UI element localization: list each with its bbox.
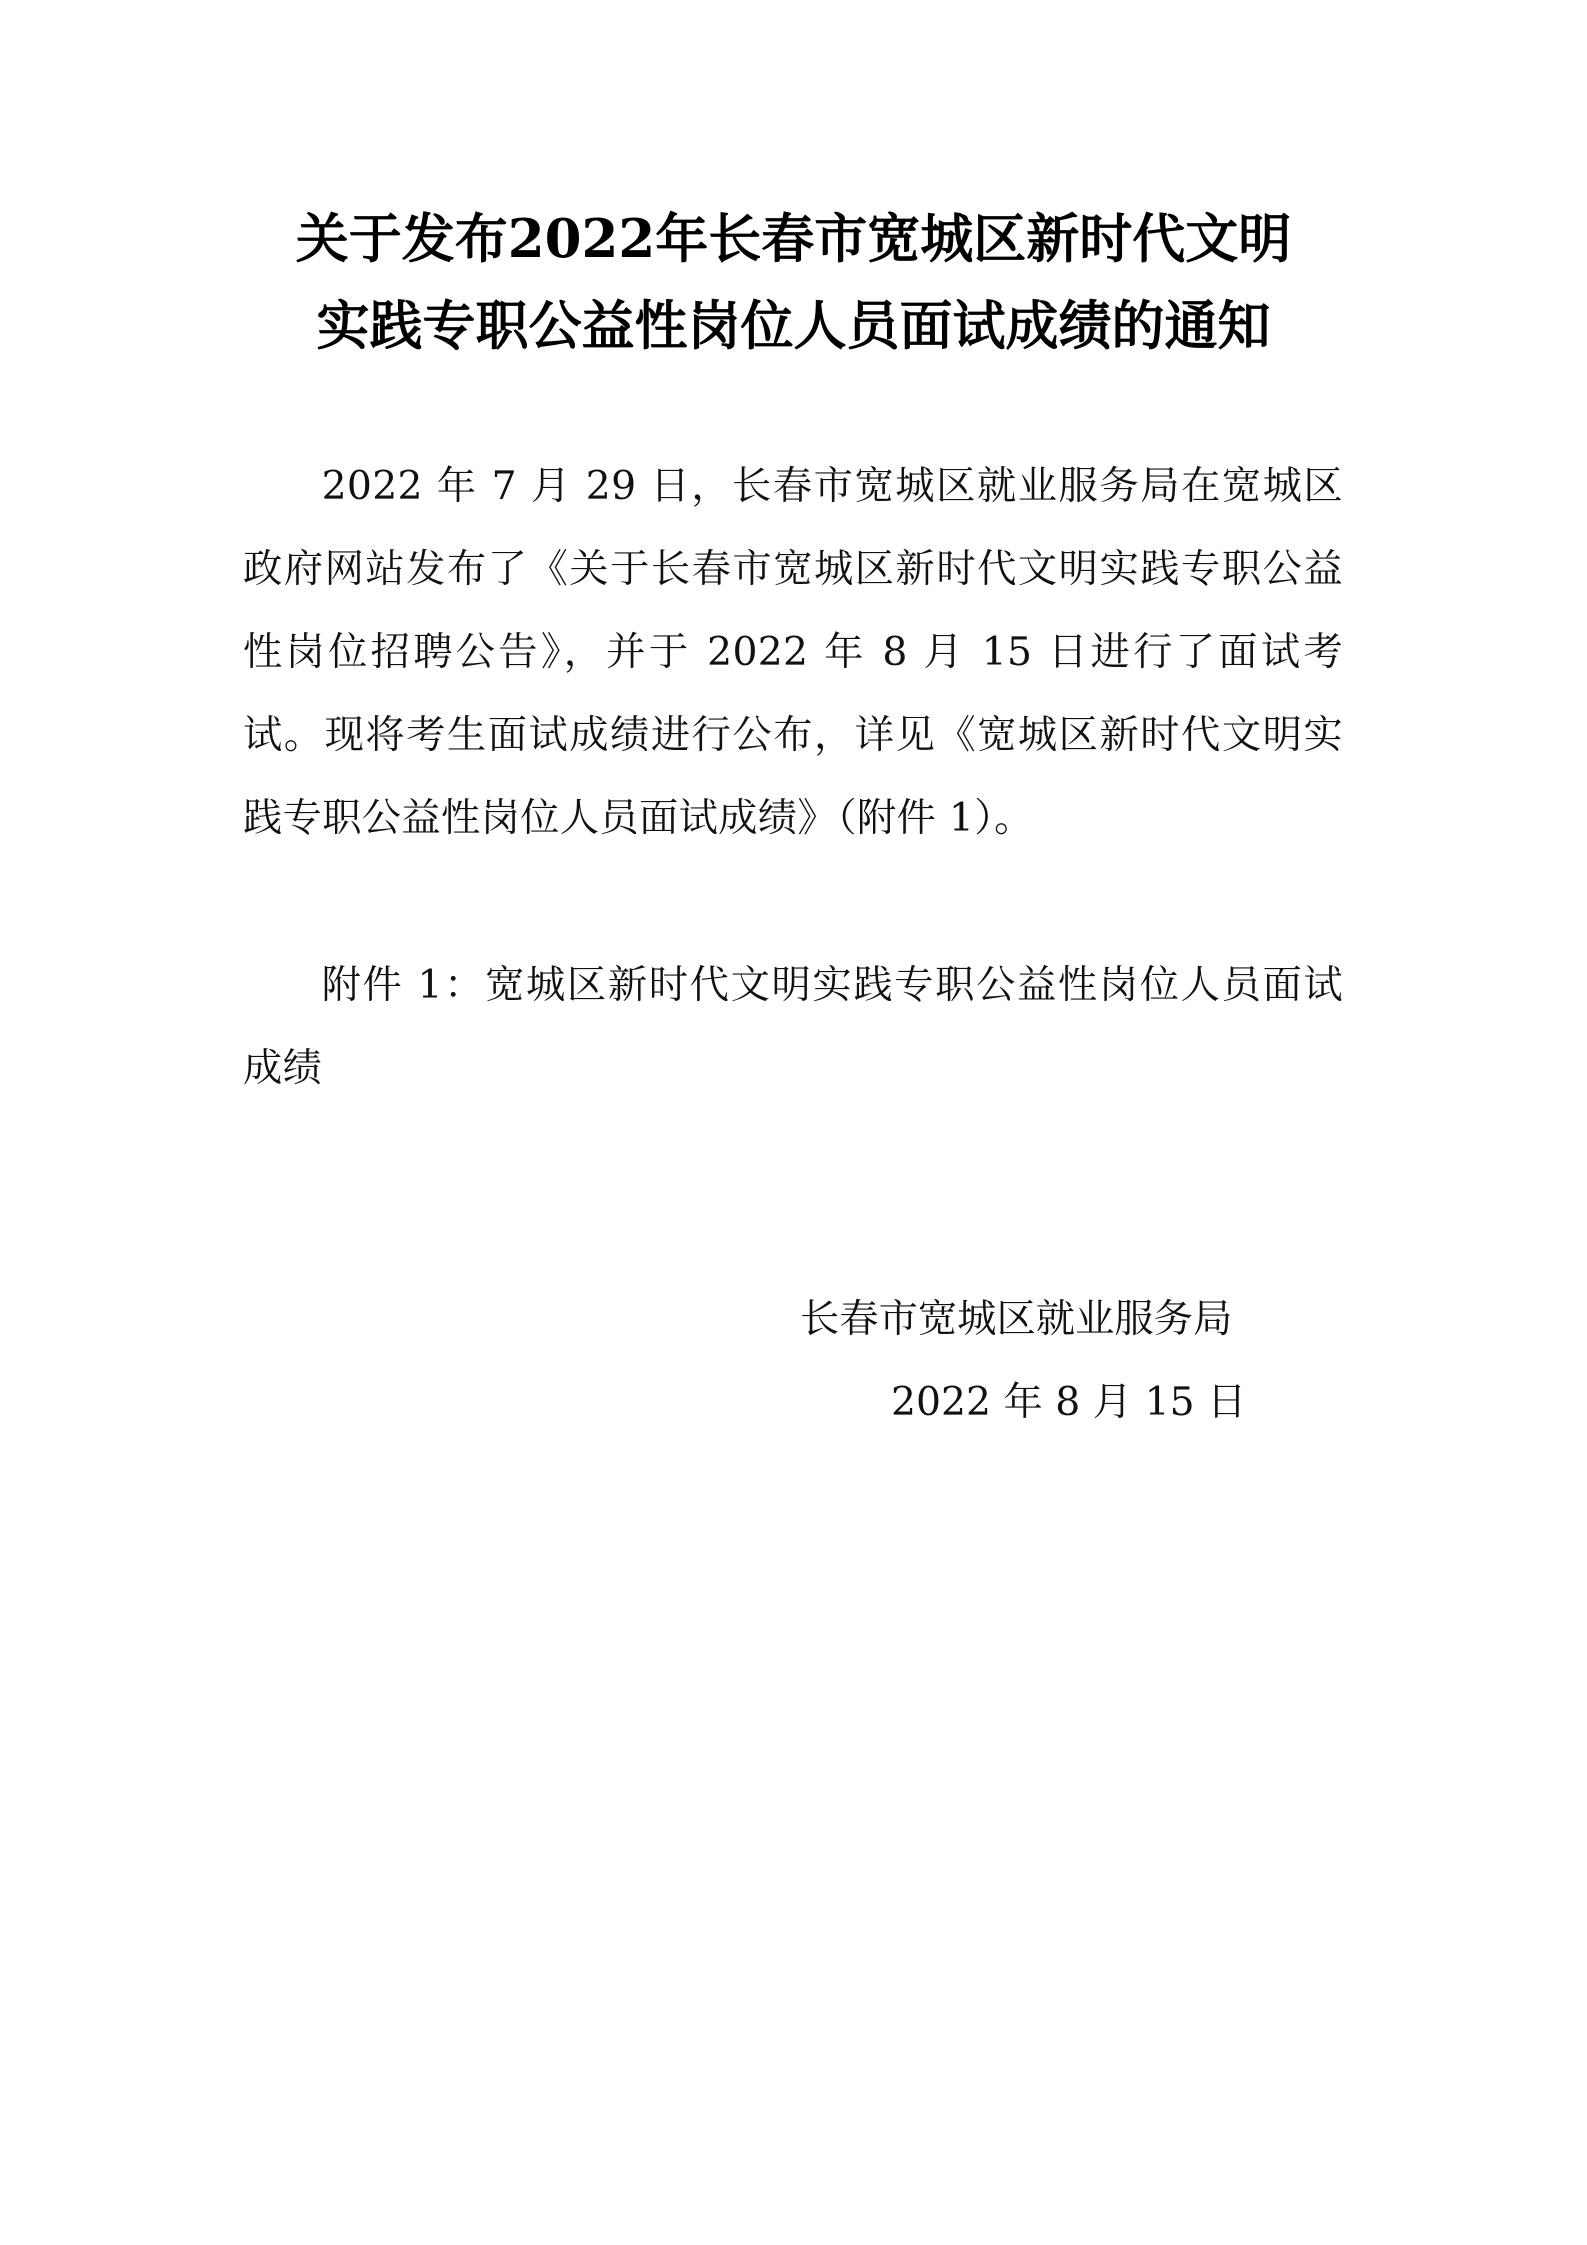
title-line-2: 实践专职公益性岗位人员面试成绩的通知 [316,295,1271,357]
body-paragraph: 2022 年 7 月 29 日，长春市宽城区就业服务局在宽城区政府网站发布了《关于长春市宽城区新时代文明实践专职公益性岗位招聘公告》，并于 2022 年 8 月 15 日进行了面试考试。现将考生面试成绩进行公布，详见《宽城区新时代文明实践专职公益性岗位人员面试成绩》（附件 1）。 [243,464,1343,841]
signature-date: 2022 年 8 月 15 日 [891,1380,1247,1425]
attachment-note: 附件 1：宽城区新时代文明实践专职公益性岗位人员面试成绩 [243,963,1343,1091]
document-title [240,196,1347,370]
signature-organization: 长春市宽城区就业服务局 [800,1297,1233,1342]
title-line-1: 关于发布2022年长春市宽城区新时代文明 [295,208,1292,270]
